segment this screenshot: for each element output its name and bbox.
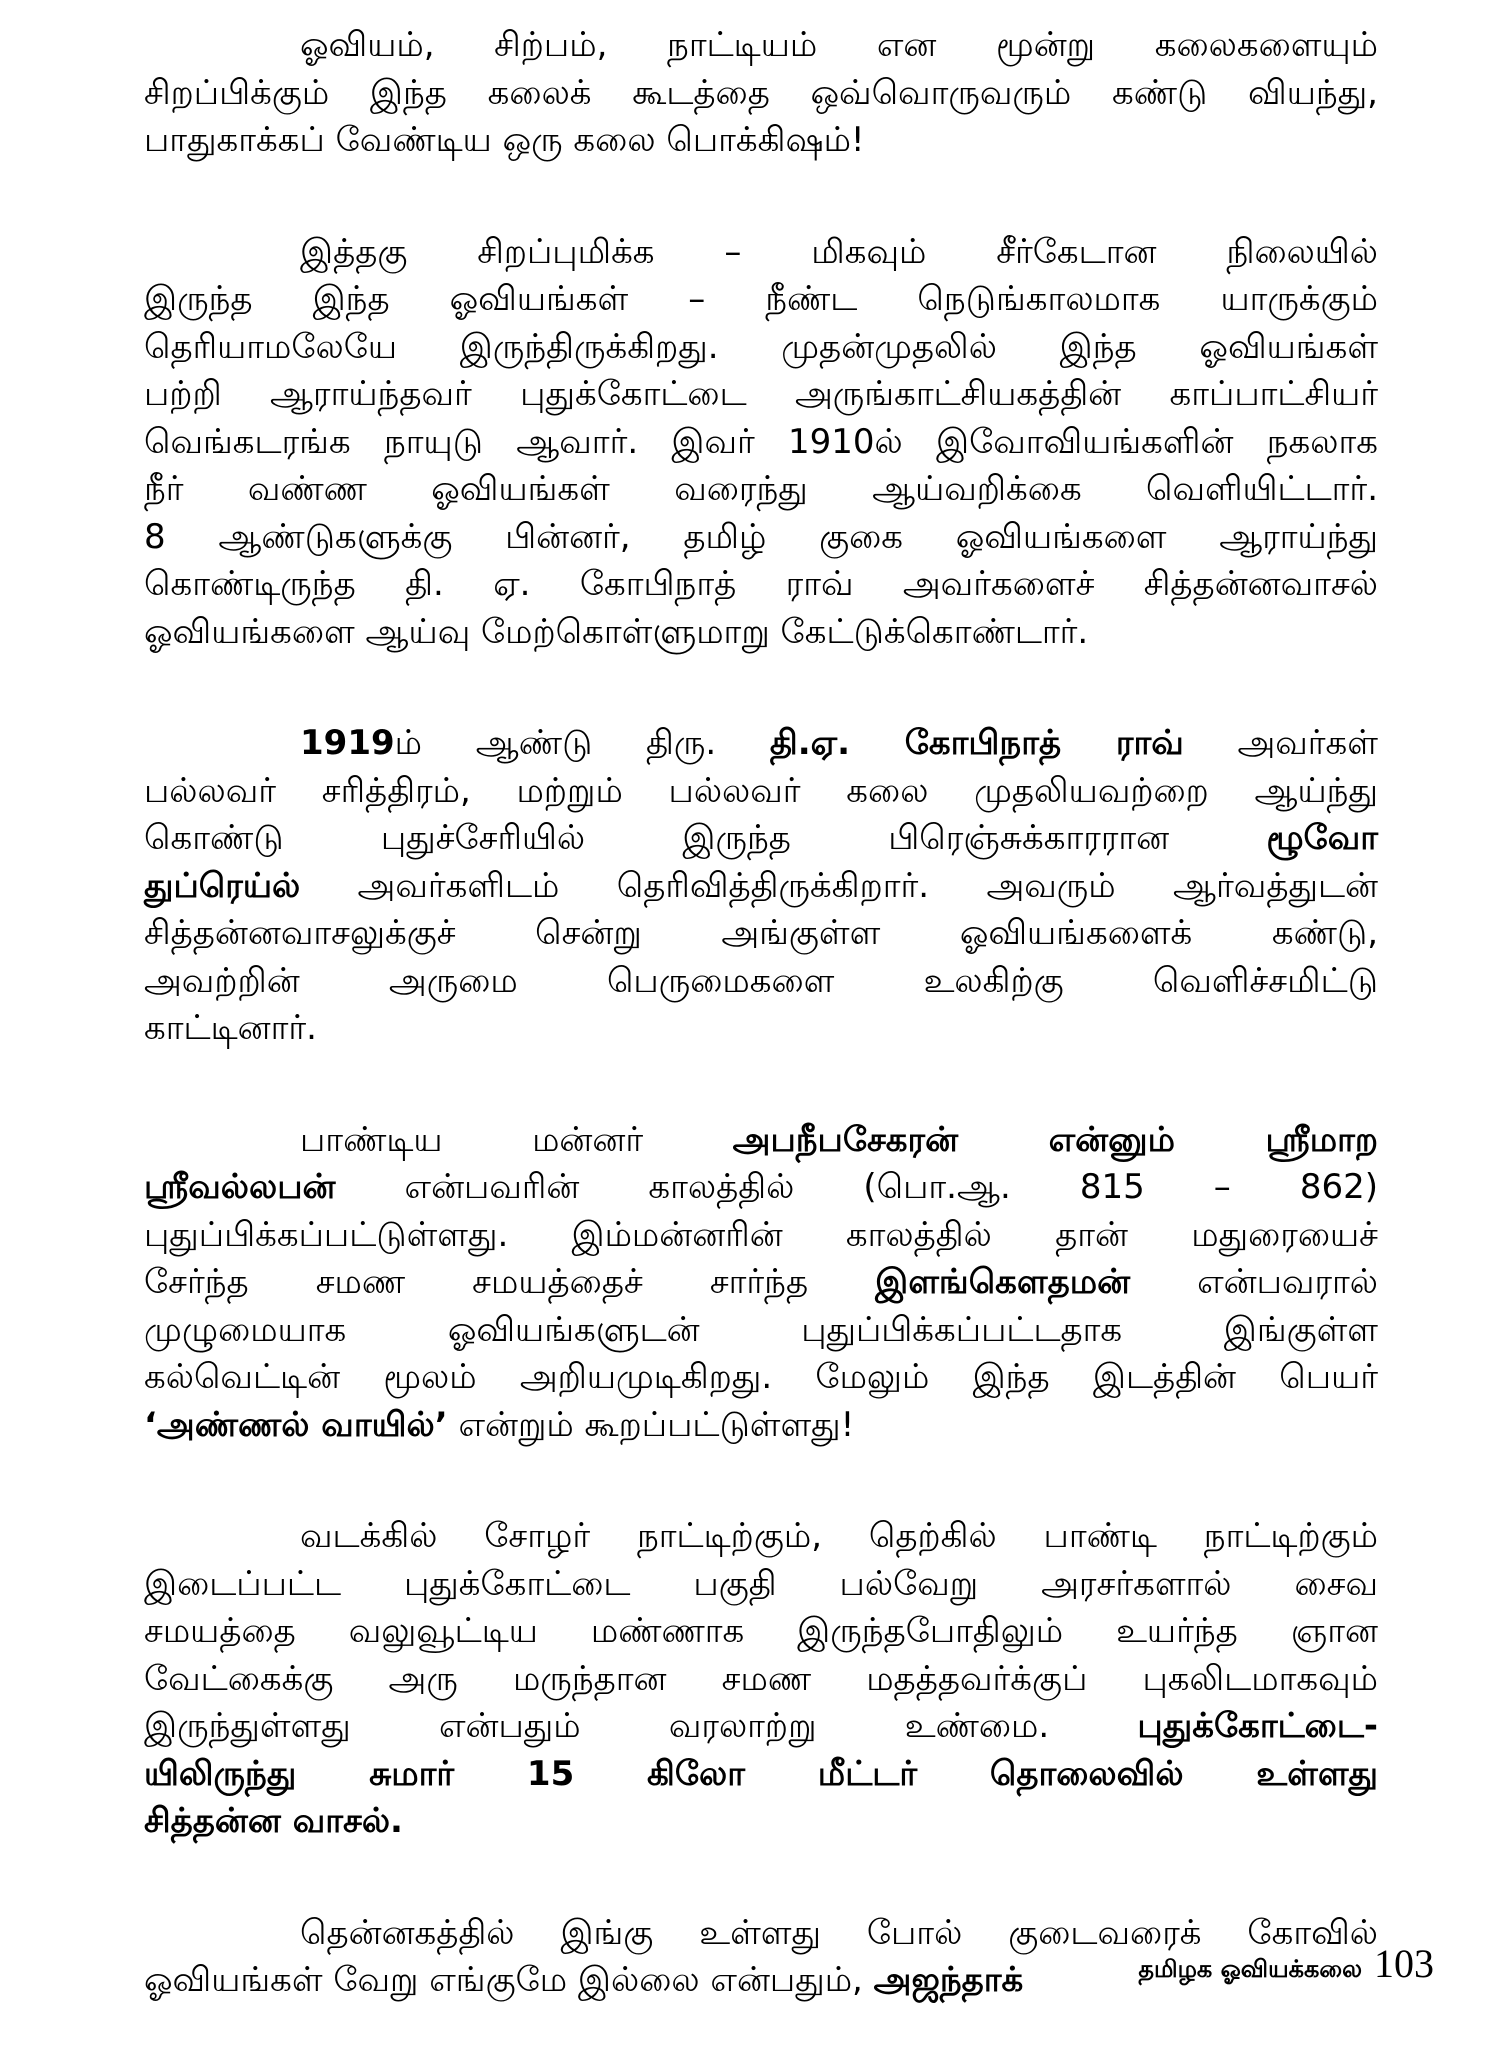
text-segment: அவர்கள் xyxy=(1183,723,1378,763)
text-line xyxy=(144,514,1378,562)
text-line xyxy=(144,863,1378,911)
text-line xyxy=(144,1608,1378,1656)
bold-text-segment: புதுக்கோட்டை- xyxy=(1137,1706,1378,1746)
text-segment: ஓவியங்களை ஆய்வு மேற்கொள்ளுமாறு கேட்டுக்கொண்டார். xyxy=(144,611,1089,652)
text-segment: வெங்கடரங்க நாயுடு ஆவார். இவர் 1910ல் இவோவியங்களின் நகலாக xyxy=(144,421,1378,462)
text-segment: இடைப்பட்ட புதுக்கோட்டை பகுதி பல்வேறு அரசர்களால் சைவ xyxy=(144,1563,1378,1604)
text-segment: ஓவியங்கள் வேறு எங்குமே இல்லை என்பதும், xyxy=(144,1960,874,2000)
text-line xyxy=(144,561,1378,609)
paragraph-dubreuil xyxy=(144,720,1378,1053)
text-segment: கொண்டு புதுச்சேரியில் இருந்த பிரெஞ்சுக்காரரான xyxy=(144,818,1267,858)
text-segment: என்பவரால் xyxy=(1130,1262,1378,1302)
footer-page-number: 103 xyxy=(1374,1941,1434,1986)
text-line xyxy=(144,958,1378,1006)
text-segment: 8 ஆண்டுகளுக்கு பின்னர், தமிழ் குகை ஓவியங்களை ஆராய்ந்து xyxy=(144,516,1378,557)
page-footer xyxy=(1138,1940,1434,1987)
text-segment: என்றும் கூறப்பட்டுள்ளது! xyxy=(447,1404,855,1445)
bold-text-segment: துப்ரெய்ல் xyxy=(144,865,301,906)
text-line xyxy=(144,1005,1378,1053)
text-line xyxy=(144,768,1378,816)
text-line xyxy=(144,1402,1378,1450)
text-line xyxy=(144,1798,1378,1846)
text-segment: வடக்கில் சோழர் நாட்டிற்கும், தெற்கில் பாண்டி நாட்டிற்கும் xyxy=(300,1516,1378,1556)
text-line xyxy=(144,1703,1378,1751)
text-line xyxy=(144,609,1378,657)
text-line xyxy=(144,910,1378,958)
text-segment: இருந்துள்ளது என்பதும் வரலாற்று உண்மை. xyxy=(144,1706,1138,1746)
text-segment: பல்லவர் சரித்திரம், மற்றும் பல்லவர் கலை முதலியவற்றை ஆய்ந்து xyxy=(144,770,1378,811)
text-line xyxy=(144,1656,1378,1704)
bold-text-segment: 1919 xyxy=(300,723,395,763)
text-segment: நீர் வண்ண ஓவியங்கள் வரைந்து ஆய்வறிக்கை வெளியிட்டார். xyxy=(144,469,1378,509)
text-line xyxy=(144,1259,1378,1307)
text-line xyxy=(144,324,1378,372)
text-line xyxy=(144,1354,1378,1402)
text-segment: பாதுகாக்கப் வேண்டிய ஒரு கலை பொக்கிஷம்! xyxy=(144,120,865,160)
text-segment: ம் ஆண்டு திரு. xyxy=(394,723,770,763)
paragraph-discovery xyxy=(144,229,1378,657)
text-line xyxy=(144,276,1378,324)
text-line xyxy=(144,720,1378,768)
text-line xyxy=(144,22,1378,70)
text-line xyxy=(144,1751,1378,1799)
bold-text-segment: சித்தன்ன வாசல். xyxy=(144,1801,403,1841)
text-segment: சமயத்தை வலுவூட்டிய மண்ணாக இருந்தபோதிலும் உயர்ந்த ஞான xyxy=(144,1611,1378,1651)
footer-book-title: தமிழக ஓவியக்கலை xyxy=(1138,1955,1362,1983)
text-segment: இருந்த இந்த ஓவியங்கள் – நீண்ட நெடுங்காலமாக யாருக்கும் xyxy=(144,279,1378,319)
text-segment: ஓவியம், சிற்பம், நாட்டியம் என மூன்று கலைகளையும் xyxy=(300,25,1378,65)
text-line xyxy=(144,466,1378,514)
text-segment: முழுமையாக ஓவியங்களுடன் புதுப்பிக்கப்பட்டதாக இங்குள்ள xyxy=(144,1309,1378,1350)
text-line xyxy=(144,1212,1378,1260)
bold-text-segment: அபநீபசேகரன் என்னும் ஸ்ரீமாற xyxy=(732,1119,1378,1160)
text-segment: என்பவரின் காலத்தில் (பொ.ஆ. 815 – 862) xyxy=(335,1167,1378,1207)
text-segment: புதுப்பிக்கப்பட்டுள்ளது. இம்மன்னரின் காலத்தில் தான் மதுரையைச் xyxy=(144,1214,1378,1255)
bold-text-segment: இளங்கௌதமன் xyxy=(875,1262,1131,1302)
text-segment: பற்றி ஆராய்ந்தவர் புதுக்கோட்டை அருங்காட்சியகத்தின் காப்பாட்சியர் xyxy=(144,374,1378,414)
text-line xyxy=(144,1307,1378,1355)
page-body xyxy=(144,22,1378,2069)
text-line xyxy=(144,419,1378,467)
text-segment: கல்வெட்டின் மூலம் அறியமுடிகிறது. மேலும் இந்த இடத்தின் பெயர் xyxy=(144,1357,1378,1397)
text-line xyxy=(144,1513,1378,1561)
text-segment: அவர்களிடம் தெரிவித்திருக்கிறார். அவரும் ஆர்வத்துடன் xyxy=(300,865,1378,906)
text-line xyxy=(144,1117,1378,1165)
text-segment: இத்தகு சிறப்புமிக்க – மிகவும் சீர்கேடான நிலையில் xyxy=(300,231,1378,272)
bold-text-segment: அஜந்தாக் xyxy=(873,1960,1024,2000)
text-segment: காட்டினார். xyxy=(144,1008,317,1048)
paragraph-art-treasure xyxy=(144,22,1378,165)
bold-text-segment: தி.ஏ. கோபிநாத் ராவ் xyxy=(769,723,1184,763)
text-line xyxy=(144,371,1378,419)
text-segment: அவற்றின் அருமை பெருமைகளை உலகிற்கு வெளிச்சமிட்டு xyxy=(144,960,1378,1001)
text-segment: பாண்டிய மன்னர் xyxy=(300,1119,733,1160)
text-segment: வேட்கைக்கு அரு மருந்தான சமண மதத்தவர்க்குப் புகலிடமாகவும் xyxy=(144,1658,1378,1699)
bold-text-segment: யிலிருந்து சுமார் 15 கிலோ மீட்டர் தொலைவில் உள்ளது xyxy=(144,1753,1378,1794)
text-line xyxy=(144,117,1378,165)
text-line xyxy=(144,1164,1378,1212)
text-segment: சித்தன்னவாசலுக்குச் சென்று அங்குள்ள ஓவியங்களைக் கண்டு, xyxy=(144,913,1378,953)
text-segment: கொண்டிருந்த தி. ஏ. கோபிநாத் ராவ் அவர்களைச் சித்தன்னவாசல் xyxy=(144,564,1378,604)
bold-text-segment: ‘அண்ணல் வாயில்’ xyxy=(144,1404,448,1445)
text-line xyxy=(144,1561,1378,1609)
paragraph-pandya-renovation xyxy=(144,1117,1378,1450)
text-segment: தெரியாமலேயே இருந்திருக்கிறது. முதன்முதலில் இந்த ஓவியங்கள் xyxy=(144,326,1378,367)
text-line xyxy=(144,815,1378,863)
text-segment: தென்னகத்தில் இங்கு உள்ளது போல் குடைவரைக் கோவில் xyxy=(300,1912,1378,1953)
text-line xyxy=(144,229,1378,277)
paragraph-pudukkottai-history xyxy=(144,1513,1378,1846)
text-line xyxy=(144,70,1378,118)
bold-text-segment: ஸ்ரீவல்லபன் xyxy=(144,1167,336,1207)
text-segment: சேர்ந்த சமண சமயத்தைச் சார்ந்த xyxy=(144,1262,876,1302)
bold-text-segment: ழூவோ xyxy=(1266,818,1378,858)
text-segment: சிறப்பிக்கும் இந்த கலைக் கூடத்தை ஒவ்வொருவரும் கண்டு வியந்து, xyxy=(144,72,1378,113)
